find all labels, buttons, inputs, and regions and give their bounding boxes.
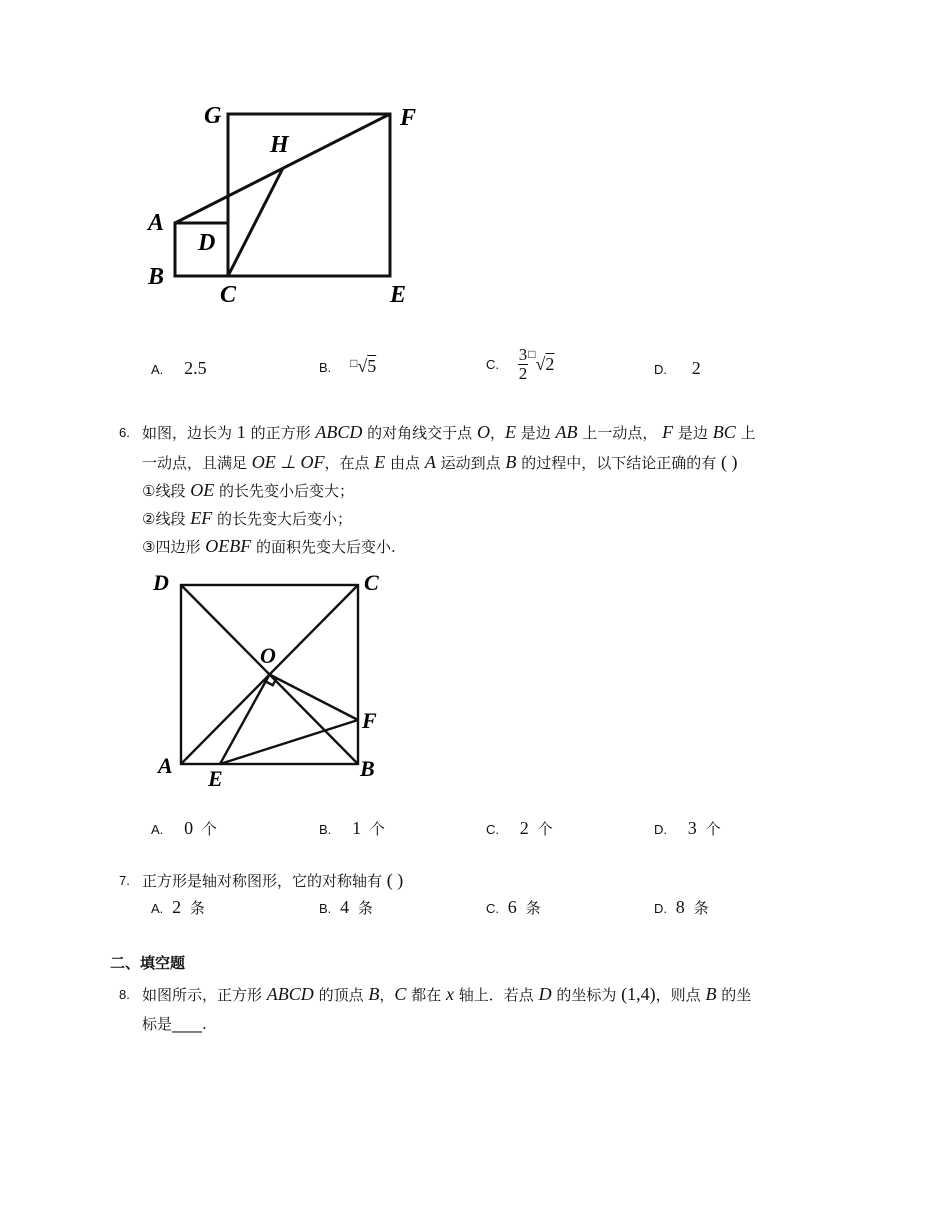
option-label: A.	[151, 822, 164, 837]
right-angle-mark	[266, 675, 277, 686]
label-b: B	[148, 264, 165, 290]
question-number: 6.	[119, 425, 130, 440]
math: F	[662, 422, 674, 442]
fraction	[518, 346, 529, 383]
text: 轴上．若点	[458, 986, 534, 1004]
option-number: 2	[519, 818, 529, 838]
text: 由点	[390, 454, 421, 472]
label-h: H	[270, 132, 289, 158]
q8-line-2	[142, 1010, 207, 1038]
option-value: 2.5	[184, 358, 207, 378]
option-unit: 条	[693, 899, 709, 917]
text: 是边	[677, 424, 708, 442]
label-d: D	[198, 230, 216, 256]
q6-option-b[interactable]	[319, 818, 385, 839]
math: C	[394, 984, 407, 1004]
text: 的顶点	[318, 986, 364, 1004]
q6-statement-1	[142, 476, 354, 505]
figure-square-abcd	[150, 568, 390, 793]
question-number: 8.	[119, 987, 130, 1002]
option-number: 3	[687, 818, 697, 838]
option-unit: 个	[201, 820, 217, 838]
q5-option-a[interactable]	[151, 358, 207, 379]
text: 的面积先变大后变小.	[256, 538, 396, 556]
text: ，则点	[655, 986, 701, 1004]
text: 标是	[142, 1015, 173, 1033]
q7-stem	[142, 866, 403, 895]
option-label: B.	[319, 360, 332, 375]
index-box: □	[350, 356, 358, 370]
text: 的正方形	[250, 424, 311, 442]
option-label: C.	[486, 822, 499, 837]
q5-option-c[interactable]	[486, 346, 554, 383]
text: ②线段	[142, 510, 186, 528]
option-number: 8	[675, 897, 685, 917]
label-b: B	[360, 756, 375, 781]
math: ABCD	[315, 422, 363, 442]
text: ，	[489, 424, 505, 442]
text: 的长先变小后变大；	[219, 482, 355, 500]
math: O	[476, 422, 490, 442]
option-number: 4	[340, 897, 350, 917]
option-unit: 条	[357, 899, 373, 917]
question-number: 7.	[119, 873, 130, 888]
q6-option-c[interactable]	[486, 818, 553, 839]
text: 运动到点	[440, 454, 501, 472]
text: 正方形是轴对称图形，它的对称轴有	[142, 872, 383, 890]
text: ，在点	[324, 454, 370, 472]
option-number: 1	[352, 818, 362, 838]
q7-option-a[interactable]	[151, 897, 205, 918]
denominator: 2	[518, 364, 528, 383]
radical-sign: √	[357, 356, 368, 376]
option-number: 0	[184, 818, 194, 838]
answer-paren: ( )	[721, 452, 738, 472]
radical-expression	[350, 356, 376, 376]
math: B	[705, 984, 717, 1004]
label-c: C	[364, 570, 379, 595]
section-title: 二、填空题	[110, 954, 186, 972]
answer-blank[interactable]: ____	[172, 1015, 203, 1033]
text: 如图，边长为	[142, 424, 233, 442]
text: 都在	[411, 986, 442, 1004]
segment-of	[270, 675, 359, 721]
text: 的坐	[721, 986, 752, 1004]
math: A	[424, 452, 436, 472]
text: 上一动点，	[582, 424, 658, 442]
option-label: C.	[486, 357, 499, 372]
math: E	[374, 452, 386, 472]
option-label: D.	[654, 901, 667, 916]
option-number: 2	[172, 897, 182, 917]
label-g: G	[204, 103, 222, 129]
option-unit: 个	[369, 820, 385, 838]
math: x	[445, 984, 454, 1004]
label-a: A	[148, 210, 165, 236]
math: (1,4)	[621, 984, 656, 1004]
q6-line-2	[142, 448, 738, 477]
label-o: O	[260, 643, 276, 668]
radical-expression	[528, 347, 555, 374]
text: ，	[379, 986, 395, 1004]
math: B	[505, 452, 517, 472]
math: ABCD	[266, 984, 314, 1004]
option-label: D.	[654, 822, 667, 837]
q6-statement-2	[142, 504, 352, 533]
option-value: 2	[691, 358, 701, 378]
text: 的坐标为	[556, 986, 617, 1004]
option-label: B.	[319, 901, 332, 916]
index-box: □	[528, 347, 536, 361]
radical-sign: √	[535, 354, 546, 374]
q6-statement-3	[142, 532, 396, 561]
text: 是边	[520, 424, 551, 442]
option-unit: 个	[705, 820, 721, 838]
square-large	[228, 114, 390, 276]
radicand: 5	[367, 356, 377, 376]
q7-option-b[interactable]	[319, 897, 373, 918]
text: 如图所示，正方形	[142, 986, 263, 1004]
answer-paren: ( )	[386, 870, 404, 890]
math: OE ⊥ OF	[251, 452, 325, 472]
numerator: 3	[518, 345, 528, 364]
option-number: 6	[507, 897, 517, 917]
q6-option-a[interactable]	[151, 818, 217, 839]
text: 的对角线交于点	[367, 424, 473, 442]
math: AB	[555, 422, 578, 442]
q7-option-c[interactable]	[486, 897, 541, 918]
label-a: A	[158, 753, 173, 778]
math: EF	[190, 508, 213, 528]
label-e: E	[208, 766, 223, 791]
option-label: B.	[319, 822, 332, 837]
label-f: F	[362, 708, 377, 733]
segment-ch	[228, 168, 283, 276]
q5-option-d[interactable]	[654, 358, 701, 379]
option-label: A.	[151, 901, 164, 916]
math: OE	[190, 480, 215, 500]
text: ①线段	[142, 482, 186, 500]
math: 1	[236, 422, 246, 442]
option-label: D.	[654, 362, 667, 377]
radicand: 2	[545, 354, 555, 374]
math: D	[538, 984, 552, 1004]
label-e: E	[390, 282, 407, 308]
text: 上	[740, 424, 756, 442]
text: 的过程中，以下结论正确的有	[521, 454, 717, 472]
math: B	[368, 984, 380, 1004]
label-f: F	[400, 105, 417, 131]
math: E	[504, 422, 516, 442]
option-label: C.	[486, 901, 499, 916]
math: BC	[712, 422, 736, 442]
q5-option-b[interactable]	[319, 356, 376, 377]
q7-option-d[interactable]	[654, 897, 709, 918]
figure-squares-gfhc	[140, 90, 440, 320]
text: .	[202, 1015, 207, 1033]
option-unit: 条	[189, 899, 205, 917]
text: 的长先变大后变小；	[217, 510, 353, 528]
option-unit: 个	[537, 820, 553, 838]
text: 一动点，且满足	[142, 454, 248, 472]
label-c: C	[220, 282, 237, 308]
q6-line-1	[142, 418, 756, 447]
option-label: A.	[151, 362, 164, 377]
math: OEBF	[205, 536, 252, 556]
q6-option-d[interactable]	[654, 818, 721, 839]
q8-line-1	[142, 980, 751, 1009]
label-d: D	[153, 570, 169, 595]
text: ③四边形	[142, 538, 201, 556]
option-unit: 条	[525, 899, 541, 917]
